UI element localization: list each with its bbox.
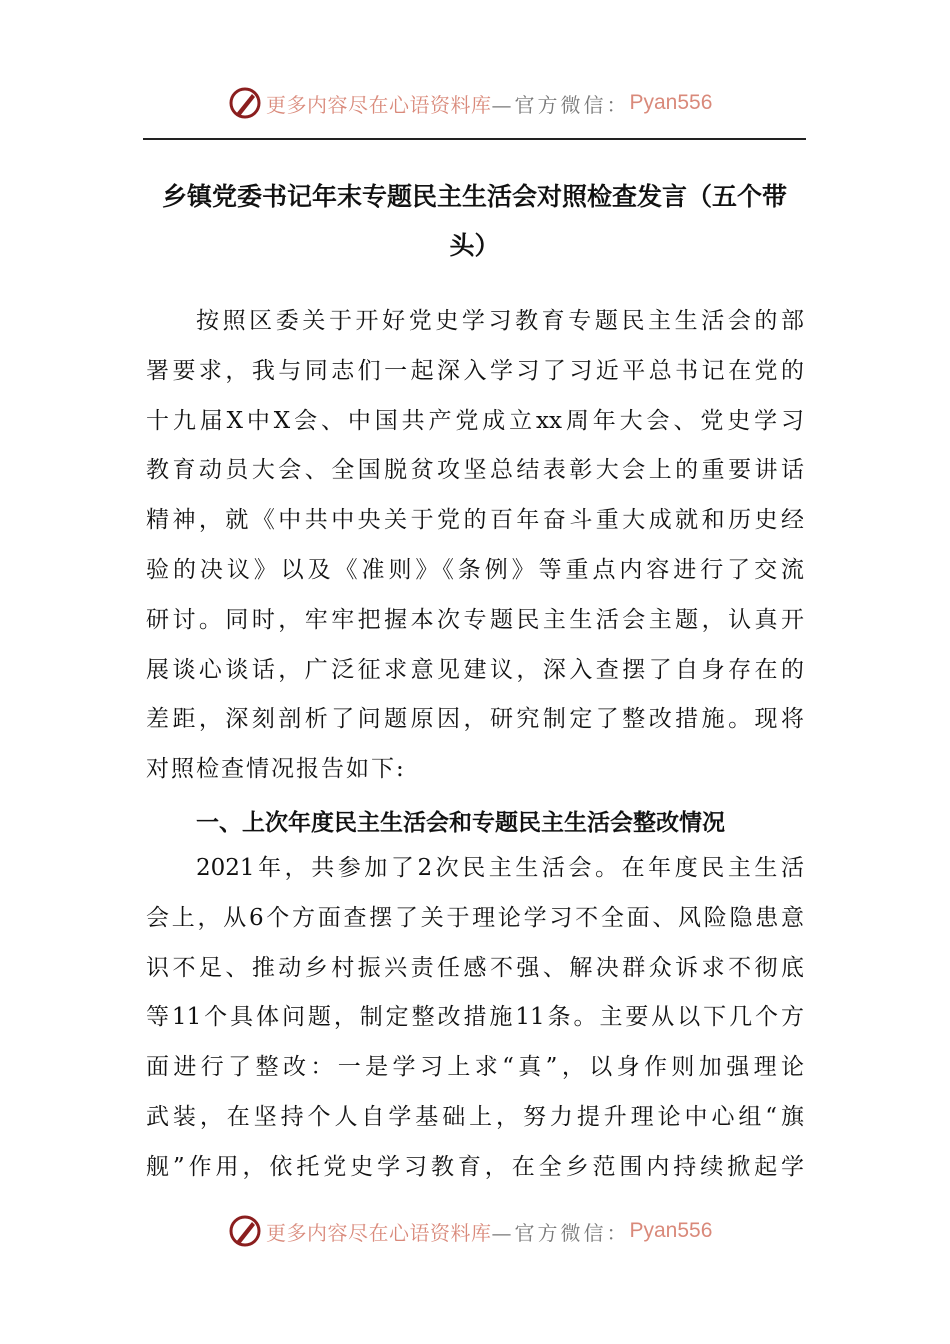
text-line: 展谈心谈话，广泛征求意见建议，深入查摆了自身存在的 xyxy=(146,656,804,683)
pen-logo-icon xyxy=(228,1214,262,1248)
section-heading: 一、上次年度民主生活会和专题民主生活会整改情况 xyxy=(196,810,725,836)
watermark-text: 更多内容尽在心语资料库 xyxy=(266,1220,492,1245)
text-line: 精神，就《中共中央关于党的百年奋斗重大成就和历史经 xyxy=(146,507,804,534)
text-line: 差距，深刻剖析了问题原因，研究制定了整改措施。现将 xyxy=(146,706,804,733)
text-line: 等11个具体问题，制定整改措施11条。主要从以下几个方 xyxy=(146,1004,804,1031)
watermark-wechat-id: Pyan556 xyxy=(629,91,713,114)
text-line: 研讨。同时，牢牢把握本次专题民主生活会主题，认真开 xyxy=(146,606,804,633)
document-title-cont: 头） xyxy=(449,231,500,260)
watermark-wechat-id: Pyan556 xyxy=(629,1219,713,1242)
document-title: 乡镇党委书记年末专题民主生活会对照检查发言（五个带 xyxy=(161,182,787,211)
text-line: 识不足、推动乡村振兴责任感不强、解决群众诉求不彻底 xyxy=(146,954,804,981)
text-line: 舰”作用，依托党史学习教育，在全乡范围内持续掀起学 xyxy=(146,1153,804,1180)
text-line: 按照区委关于开好党史学习教育专题民主生活会的部 xyxy=(196,308,804,334)
text-line: 2021年，共参加了2次民主生活会。在年度民主生活 xyxy=(196,855,804,881)
header-watermark xyxy=(228,83,712,123)
text-line: 会上，从6个方面查摆了关于理论学习不全面、风险隐患意 xyxy=(146,904,804,931)
text-line: 对照检查情况报告如下: xyxy=(146,756,406,783)
pen-logo-icon xyxy=(228,86,262,120)
watermark-text: 更多内容尽在心语资料库 xyxy=(266,92,492,117)
text-line: 面进行了整改：一是学习上求“真”，以身作则加强理论 xyxy=(146,1054,804,1081)
text-line: 验的决议》以及《准则》《条例》等重点内容进行了交流 xyxy=(146,557,804,583)
text-line: 武装，在坚持个人自学基础上，努力提升理论中心组“旗 xyxy=(146,1104,804,1130)
text-line: 十九届X中X会、中国共产党成立xx周年大会、党史学习 xyxy=(146,407,804,434)
watermark-wechat-label: —官方微信： xyxy=(491,92,630,117)
footer-watermark xyxy=(228,1211,712,1251)
text-line: 署要求，我与同志们一起深入学习了习近平总书记在党的 xyxy=(146,357,804,384)
watermark-wechat-label: —官方微信： xyxy=(491,1220,630,1245)
text-line: 教育动员大会、全国脱贫攻坚总结表彰大会上的重要讲话 xyxy=(146,457,804,484)
header-rule xyxy=(143,138,806,140)
